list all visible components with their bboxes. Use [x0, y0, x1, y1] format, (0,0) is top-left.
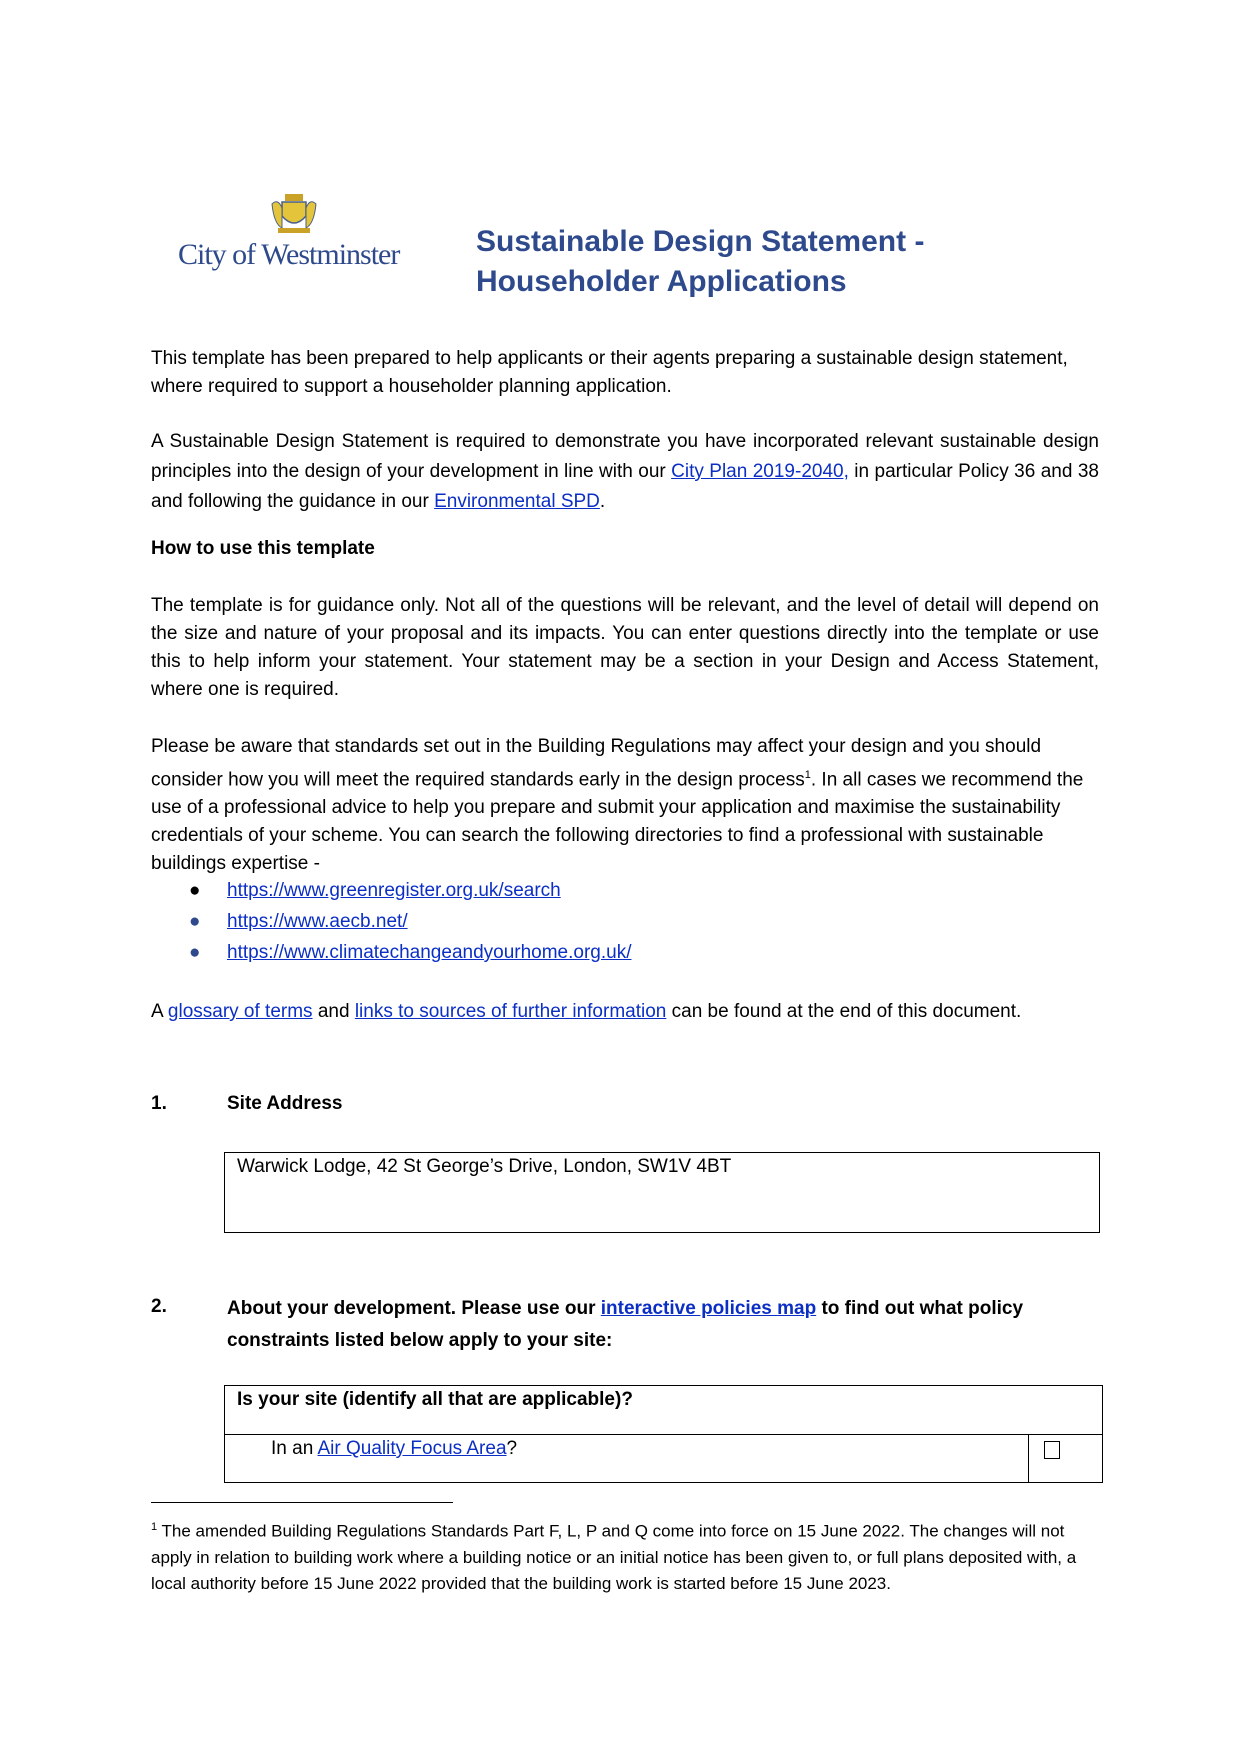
text: In an — [271, 1438, 318, 1459]
logo-text: City of Westminster — [178, 238, 400, 271]
climatechange-link[interactable]: https://www.climatechangeandyourhome.org.uk/ — [227, 942, 632, 963]
text: A — [151, 1001, 168, 1022]
greenregister-link[interactable]: https://www.greenregister.org.uk/search — [227, 880, 561, 901]
constraints-table — [224, 1385, 1103, 1483]
glossary-paragraph — [151, 997, 1099, 1027]
text: in particular Policy 36 and 38 and following the guidance in our — [151, 461, 1099, 512]
title-line-2: Householder Applications — [476, 265, 847, 298]
text: A Sustainable Design Statement is required to demonstrate you have incorporated relevant sustainable design principles into the design of your development in line with our — [151, 431, 1099, 482]
footnote-mark: 1 — [151, 1521, 158, 1533]
westminster-logo — [178, 190, 408, 280]
directory-list — [151, 877, 632, 970]
air-quality-checkbox[interactable] — [1044, 1441, 1060, 1459]
list-item — [151, 939, 632, 970]
policies-map-link[interactable]: interactive policies map — [600, 1298, 817, 1319]
section-1-heading: Site Address — [227, 1093, 343, 1114]
text: ? — [506, 1438, 518, 1459]
section-1-number: 1. — [151, 1093, 167, 1114]
bullet-icon: ● — [189, 880, 201, 901]
text: Please be aware that standards set out in the Building Regulations may affect your design and you should consider how you will meet the required standards early in the design process — [151, 736, 1042, 791]
row-label — [225, 1435, 1029, 1483]
air-quality-link[interactable]: Air Quality Focus Area — [317, 1438, 507, 1459]
table-row — [225, 1435, 1102, 1483]
text: . In all cases we recommend the use of a professional advice to help you prepare and submit your application and maximise the sustainability credentials of your scheme. You can search the following directories to find a professional with sustainable buildings expertise - — [151, 769, 1084, 875]
text: and — [312, 1001, 355, 1022]
text: can be found at the end of this document. — [666, 1001, 1022, 1022]
city-plan-link[interactable]: City Plan 2019-2040, — [671, 461, 849, 482]
list-item — [151, 908, 632, 939]
intro-paragraph-1: This template has been prepared to help applicants or their agents preparing a sustainable design statement, where required to support a householder planning application. — [151, 348, 1068, 397]
title-line-1: Sustainable Design Statement - — [476, 225, 925, 258]
section-2-heading — [227, 1293, 1107, 1357]
site-address-value: Warwick Lodge, 42 St George’s Drive, London, SW1V 4BT — [237, 1156, 732, 1177]
footnote-divider — [151, 1502, 453, 1503]
bullet-icon: ● — [189, 942, 201, 963]
how-to-heading: How to use this template — [151, 538, 375, 559]
environmental-spd-link[interactable]: Environmental SPD — [434, 491, 600, 512]
how-to-paragraph-2 — [151, 733, 1099, 878]
table-header: Is your site (identify all that are applicable)? — [225, 1386, 1102, 1435]
section-2-number: 2. — [151, 1296, 167, 1317]
checkbox-cell — [1029, 1435, 1102, 1483]
page-title — [476, 222, 924, 302]
aecb-link[interactable]: https://www.aecb.net/ — [227, 911, 408, 932]
footnote — [151, 1514, 1101, 1597]
list-item — [151, 877, 632, 908]
bullet-icon: ● — [189, 911, 201, 932]
text: to find out what policy constraints listed below apply to your site: — [227, 1298, 1024, 1351]
intro-paragraph-2 — [151, 427, 1099, 517]
crest-icon — [268, 190, 320, 236]
site-address-field[interactable] — [224, 1152, 1100, 1233]
footnote-text: The amended Building Regulations Standards Part F, L, P and Q come into force on 15 June 2022. The changes will not apply in relation to building work where a building notice or an initial notice has been given to, or full plans deposited with, a local authority before 15 June 2022 provided that the building work is started before 15 June 2023. — [151, 1521, 1077, 1593]
further-info-link[interactable]: links to sources of further information — [354, 1001, 667, 1022]
how-to-paragraph-1: The template is for guidance only. Not all of the questions will be relevant, and the level of detail will depend on the size and nature of your proposal and its impacts. You can enter questions directly into the template or use this to help inform your statement. Your statement may be a section in your Design and Access Statement, where one is required. — [151, 595, 1099, 700]
footnote-ref[interactable]: 1 — [804, 769, 811, 781]
glossary-link[interactable]: glossary of terms — [167, 1001, 313, 1022]
text: About your development. Please use our — [227, 1298, 601, 1319]
text: . — [599, 491, 606, 512]
